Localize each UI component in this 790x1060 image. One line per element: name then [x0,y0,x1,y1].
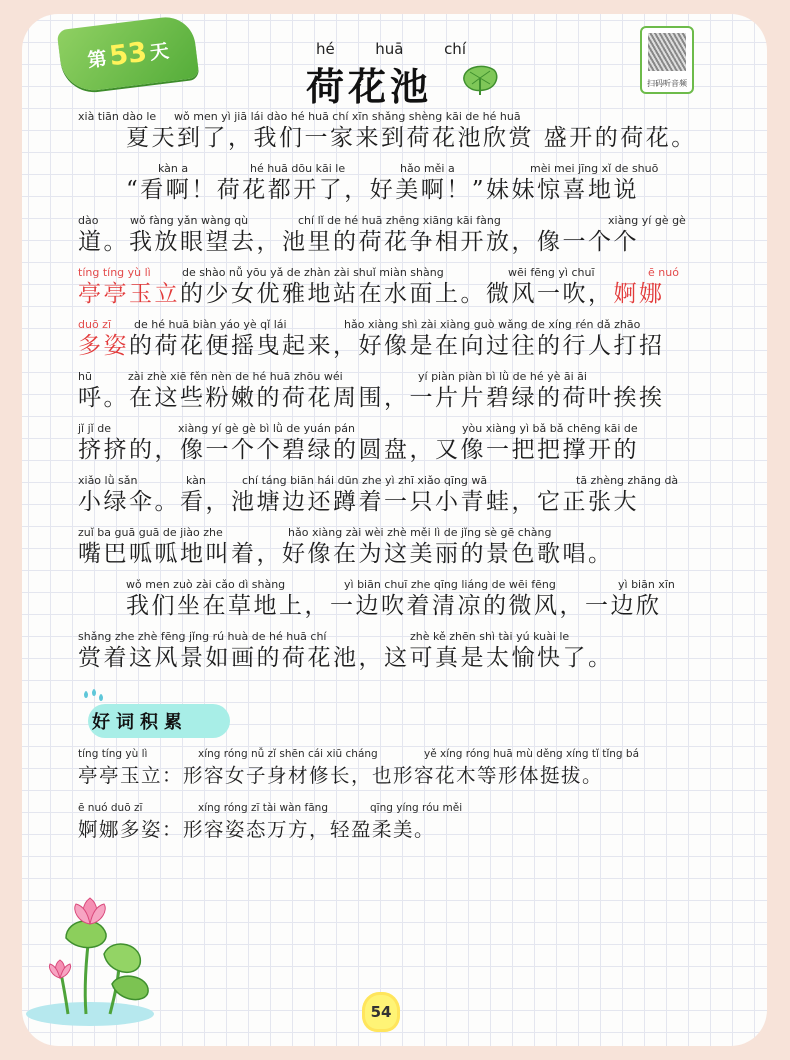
lotus-leaf-icon [460,62,500,96]
story-pinyin: hé huā dōu kāi le [250,162,346,175]
story-pinyin: xià tiān dào le [78,110,157,123]
text-segment: 道。我放眼望去，池里的荷花争相开放，像一个个 [78,229,639,255]
lotus-flower-icon [20,888,170,1028]
vocab-line [78,748,718,800]
story-pinyin: duō zī [78,318,112,331]
water-drops-icon [80,688,104,706]
story-pinyin: yí piàn piàn bì lǜ de hé yè āi āi [418,370,587,383]
story-pinyin: kàn a [158,162,189,175]
story-pinyin: zhè kě zhēn shì tài yú kuài le [410,630,570,643]
story-text [78,435,639,465]
vocab-pinyin: ē nuó duō zī [78,802,143,814]
vocab-pinyin: tíng tíng yù lì [78,748,148,760]
vocab-item [78,748,718,800]
day-prefix: 第 [86,47,108,72]
text-segment: 赏着这风景如画的荷花池，这可真是太愉快了。 [78,645,614,671]
story-line [78,318,692,370]
story-pinyin: xiàng yí gè gè bì lǜ de yuán pán [178,422,356,435]
story-line [78,110,697,162]
story-text [78,539,614,569]
story-pinyin: de shào nǚ yōu yǎ de zhàn zài shuǐ miàn shàng [182,266,444,279]
story-pinyin: zuǐ ba guā guā de jiào zhe [78,526,223,539]
story-pinyin: de hé huā biàn yáo yè qǐ lái [134,318,287,331]
story-pinyin: hǎo xiàng zài wèi zhè měi lì de jǐng sè gē chàng [288,526,552,539]
story-pinyin: wǒ men yì jiā lái dào hé huā chí xīn shǎng shèng kāi de hé huā [174,110,521,123]
story-text [78,110,697,682]
highlighted-word: 多姿 [78,333,129,359]
story-text [78,227,639,257]
story-line [78,474,692,526]
text-segment: 嘴巴呱呱地叫着，好像在为这美丽的景色歌唱。 [78,541,614,567]
story-pinyin: ē nuó [648,266,679,279]
title-pinyin-1: hé [316,40,335,58]
story-text [78,591,662,621]
vocab-pinyin: yě xíng róng huā mù děng xíng tǐ tǐng bá [424,748,640,760]
text-segment: 挤挤的，像一个个碧绿的圆盘，又像一把把撑开的 [78,437,639,463]
story-pinyin: xiàng yí gè gè [608,214,686,227]
highlighted-word: 婀娜 [613,281,665,307]
story-text [78,487,639,517]
story-pinyin: dào [78,214,99,227]
story-pinyin: zài zhè xiē fěn nèn de hé huā zhōu wéi [128,370,343,383]
story-pinyin: yì biān chuī zhe qīng liáng de wēi fēng [344,578,556,591]
text-segment: 我们坐在草地上，一边吹着清凉的微风，一边欣 [126,593,662,619]
day-number: 53 [107,36,149,72]
story-text [78,643,614,673]
story-pinyin: hū [78,370,92,383]
story-pinyin: wēi fēng yì chuī [508,266,595,279]
story-line [78,526,692,578]
story-pinyin: wǒ fàng yǎn wàng qù [130,214,249,227]
story-line [78,578,692,630]
story-line [78,214,692,266]
page-title: 荷花池 [306,64,433,109]
text-segment: 夏天到了，我们一家来到荷花池欣赏 盛开的荷花。 [126,125,697,151]
audio-qr-code[interactable] [640,26,694,94]
story-pinyin: chí táng biān hái dūn zhe yì zhī xiǎo qīng wā [242,474,488,487]
vocab-text: 婀娜多姿：形容姿态万方，轻盈柔美。 [78,818,436,841]
vocab-text: 亭亭玉立：形容女子身材修长，也形容花木等形体挺拔。 [78,764,604,787]
story-text [78,123,697,153]
title-pinyin-3: chí [444,40,466,58]
page-number: 54 [362,992,400,1032]
story-text [78,383,665,413]
story-pinyin: yì biān xīn [618,578,675,591]
story-pinyin: chí lǐ de hé huā zhēng xiāng kāi fàng [298,214,501,227]
qr-code-image[interactable] [648,33,686,71]
vocab-pinyin: xíng róng zī tài wàn fāng [198,802,328,814]
story-line [78,630,692,682]
story-line [78,370,692,422]
vocab-item [78,802,718,854]
story-pinyin: tā zhèng zhāng dà [576,474,679,487]
story-pinyin: xiǎo lǜ sǎn [78,474,138,487]
qr-code-label: 扫码听音频 [647,79,687,88]
vocab-pinyin: qīng yíng róu měi [370,802,463,814]
story-text [78,279,665,309]
story-text [78,331,665,361]
vocab-pinyin: xíng róng nǚ zǐ shēn cái xiū cháng [198,748,378,760]
highlighted-word: 亭亭玉立 [78,281,180,307]
story-line [78,422,692,474]
story-pinyin: kàn [186,474,206,487]
story-line [78,266,692,318]
text-segment: 呼。在这些粉嫩的荷花周围，一片片碧绿的荷叶挨挨 [78,385,665,411]
text-segment: 小绿伞。看，池塘边还蹲着一只小青蛙，它正张大 [78,489,639,515]
text-segment: 的荷花便摇曳起来，好像是在向过往的行人打招 [129,333,665,359]
story-pinyin: tíng tíng yù lì [78,266,151,279]
title-block [306,40,486,111]
day-suffix: 天 [148,39,171,64]
story-pinyin: jǐ jǐ de [78,422,111,435]
title-pinyin-2: huā [375,40,404,58]
story-pinyin: yòu xiàng yì bǎ bǎ chēng kāi de [462,422,638,435]
story-pinyin: shǎng zhe zhè fēng jǐng rú huà de hé huā chí [78,630,327,643]
story-pinyin: mèi mei jīng xǐ de shuō [530,162,659,175]
story-text [78,175,639,205]
text-segment: 的少女优雅地站在水面上。微风一吹， [180,281,614,307]
story-pinyin: hǎo xiàng shì zài xiàng guò wǎng de xíng rén dǎ zhāo [344,318,641,331]
vocab-line [78,802,718,854]
story-pinyin: hǎo měi a [400,162,455,175]
section-title: 好词积累 [92,712,188,733]
story-line [78,162,692,214]
story-pinyin: wǒ men zuò zài cǎo dì shàng [126,578,286,591]
text-segment: “看啊！荷花都开了，好美啊！”妹妹惊喜地说 [126,177,640,203]
